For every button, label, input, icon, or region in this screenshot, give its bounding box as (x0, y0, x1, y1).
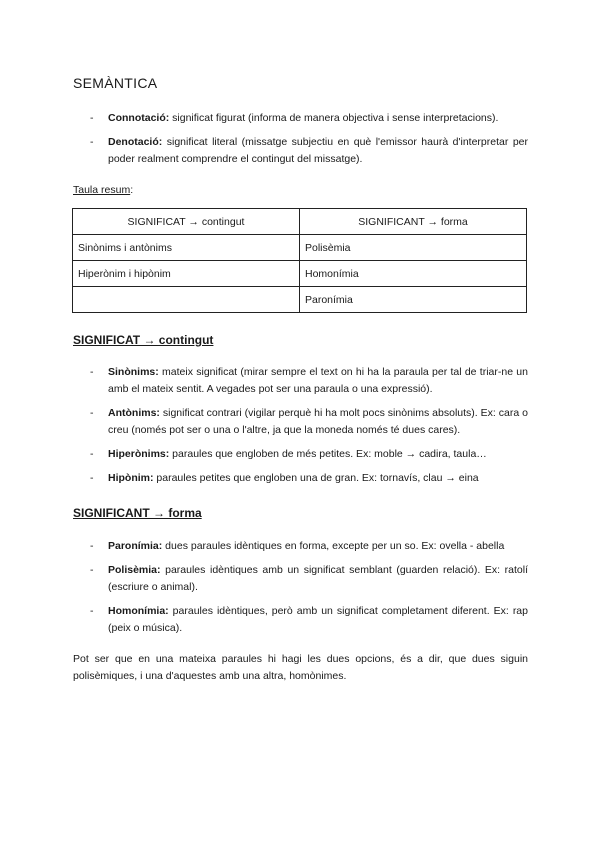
table-label-colon: : (130, 184, 134, 196)
term: Hipònim: (108, 472, 154, 484)
table-cell (73, 287, 300, 313)
item-hiponim (108, 470, 528, 487)
closing-paragraph: Pot ser que en una mateixa paraules hi hagi les dues opcions, és a dir, que dues siguin polisèmiques, i una d'aquestes amb una altra, homònimes. (73, 653, 528, 682)
bullet-dash: - (90, 472, 94, 484)
bullet-dash: - (90, 366, 94, 378)
table-label-text: Taula resum (73, 184, 131, 196)
definition: paraules que engloben de més petites. Ex: moble → cadira, taula… (169, 448, 487, 460)
item-antonims (108, 405, 528, 439)
table-header-row (73, 209, 527, 235)
table-row (73, 261, 527, 287)
bullet-dash: - (90, 136, 94, 148)
item-paronimia (108, 538, 528, 555)
table-cell: Hiperònim i hipònim (73, 261, 300, 287)
table-row (73, 235, 527, 261)
term: Homonímia: (108, 605, 169, 617)
definition: mateix significat (mirar sempre el text on hi ha la paraula per tal de triar-ne un amb el mateix sentit. A vegades pot ser una paraula o una expressió). (108, 366, 528, 395)
table-label (73, 184, 133, 196)
term: Antònims: (108, 407, 160, 419)
summary-table (72, 208, 527, 313)
item-homonimia (108, 603, 528, 637)
table-cell: Sinònims i antònims (73, 235, 300, 261)
item-hiperonims (108, 446, 528, 463)
table-cell: Homonímia (300, 261, 527, 287)
page-title: SEMÀNTICA (73, 75, 158, 91)
table-header-cell: SIGNIFICANT → forma (300, 209, 527, 235)
table-row (73, 287, 527, 313)
definition: dues paraules idèntiques en forma, excepte per un so. Ex: ovella - abella (162, 540, 505, 552)
definition: significat literal (missatge subjectiu en què l'emissor haurà d'interpretar per poder realment comprendre el contingut del missatge). (108, 136, 528, 165)
intro-connotacio (108, 110, 528, 127)
bullet-dash: - (90, 448, 94, 460)
intro-denotacio (108, 134, 528, 168)
bullet-dash: - (90, 407, 94, 419)
term: Denotació: (108, 136, 163, 148)
definition: significat figurat (informa de manera objectiva i sense interpretacions). (169, 112, 499, 124)
section-heading-significat: SIGNIFICAT → contingut (73, 333, 214, 347)
definition: paraules petites que engloben una de gran. Ex: tornavís, clau → eina (153, 472, 479, 484)
term: Hiperònims: (108, 448, 170, 460)
term: Polisèmia: (108, 564, 161, 576)
item-sinonims (108, 364, 528, 398)
term: Paronímia: (108, 540, 163, 552)
definition: significat contrari (vigilar perquè hi ha molt pocs sinònims absoluts). Ex: cara o creu (només pot ser o una o l'altre, ja que la moneda només té dues cares). (108, 407, 528, 436)
table-cell: Polisèmia (300, 235, 527, 261)
item-polisemia (108, 562, 528, 596)
bullet-dash: - (90, 112, 94, 124)
bullet-dash: - (90, 605, 94, 617)
definition: paraules idèntiques amb un significat semblant (guarden relació). Ex: ratolí (escriure o animal). (108, 564, 528, 593)
table-header-cell: SIGNIFICAT → contingut (73, 209, 300, 235)
bullet-dash: - (90, 564, 94, 576)
term: Sinònims: (108, 366, 159, 378)
table-cell: Paronímia (300, 287, 527, 313)
term: Connotació: (108, 112, 170, 124)
section-heading-significant: SIGNIFICANT → forma (73, 506, 202, 520)
bullet-dash: - (90, 540, 94, 552)
definition: paraules idèntiques, però amb un significat completament diferent. Ex: rap (peix o música). (108, 605, 528, 634)
